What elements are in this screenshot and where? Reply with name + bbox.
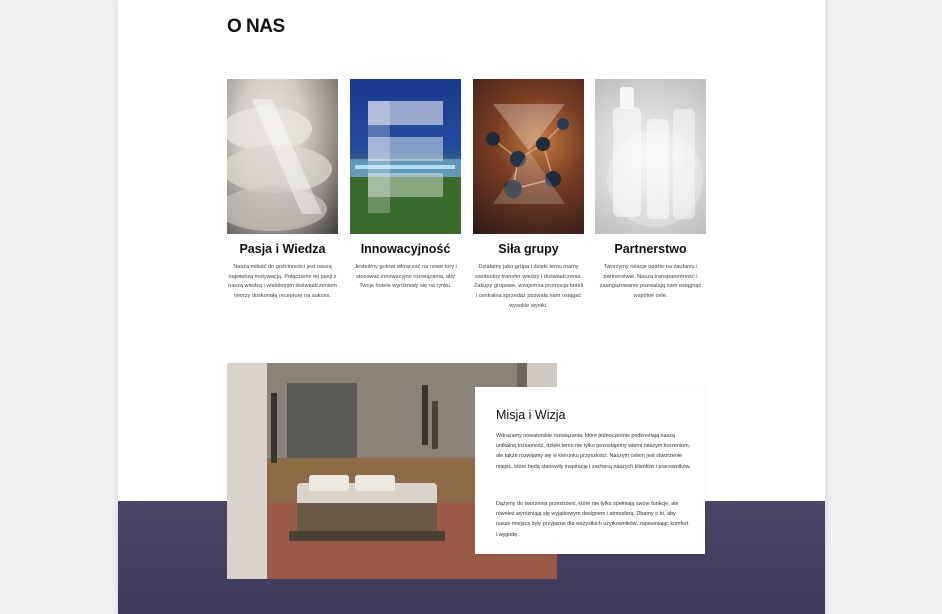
glass-bottles-photo (595, 79, 706, 234)
about-page (118, 0, 825, 614)
card-text: Działamy jako grupa i dzięki temu mamy swobodny transfer wiedzy i doświadczenia. Zakupy grupowe, wzajemna promocja hoteli i centralna sprzedaż pozwala nam osiągać wysokie wyniki. (473, 264, 584, 309)
card-text: Jesteśmy gotowi wkraczać na nowe tory i stosować innowacyjne rozwiązania, aby Twoje hotele wyróżniały się na rynku. (354, 264, 457, 290)
molecules-photo (473, 79, 584, 234)
card-title: Pasja i Wiedza (239, 242, 326, 256)
card-sila-grupy (473, 79, 584, 312)
mission-paragraph-1: Wdrażamy nowatorskie rozwiązania, które jednocześnie podkreślają naszą unikalną tożsamość, dzięki temu nie tylko pozostajemy wierni naszym korzeniom, ale także rozwijamy się w kierunku przyszłości. Naszym celem jest stworzenie miejsc, które będą stanowiły inspirację i zachęcą naszych klientów i pracowników. (496, 433, 691, 470)
mission-title: Misja i Wizja (496, 408, 566, 422)
section-title: O NAS (227, 16, 285, 37)
card-title: Siła grupy (498, 242, 559, 256)
hotel-night-photo (350, 79, 461, 234)
mission-card (475, 387, 705, 554)
card-text: Tworzymy relacje oparte na zaufaniu i partnerstwie. Nasza transparentność i zaangażowanie pozwalają nam osiągnąć wspólne cele. (599, 264, 702, 300)
card-title: Innowacyjność (360, 242, 451, 256)
card-partnerstwo (595, 79, 706, 302)
card-innowacyjnosc (350, 79, 461, 292)
mission-paragraph-2: Dążymy do tworzenia przestrzeni, które nie tylko spełniają swoje funkcje, ale również wyróżniają się wyjątkowym designem i atmosferą. Dbamy o to, aby nasze miejsca były przyjazne dla wszystkich użytkowników, zapewniając komfort i wygodę. (496, 501, 689, 538)
card-pasja (227, 79, 338, 302)
card-title: Partnerstwo (614, 242, 687, 256)
card-text: Nasza miłość do gościnności jest naszą najwiękzą motywacją. Połączenie tej pasji z naszą wiedzą i wieloletnim doświadczeniem tworzy doskonałą recepturę na sukces. (228, 264, 337, 300)
towels-photo (227, 79, 338, 234)
